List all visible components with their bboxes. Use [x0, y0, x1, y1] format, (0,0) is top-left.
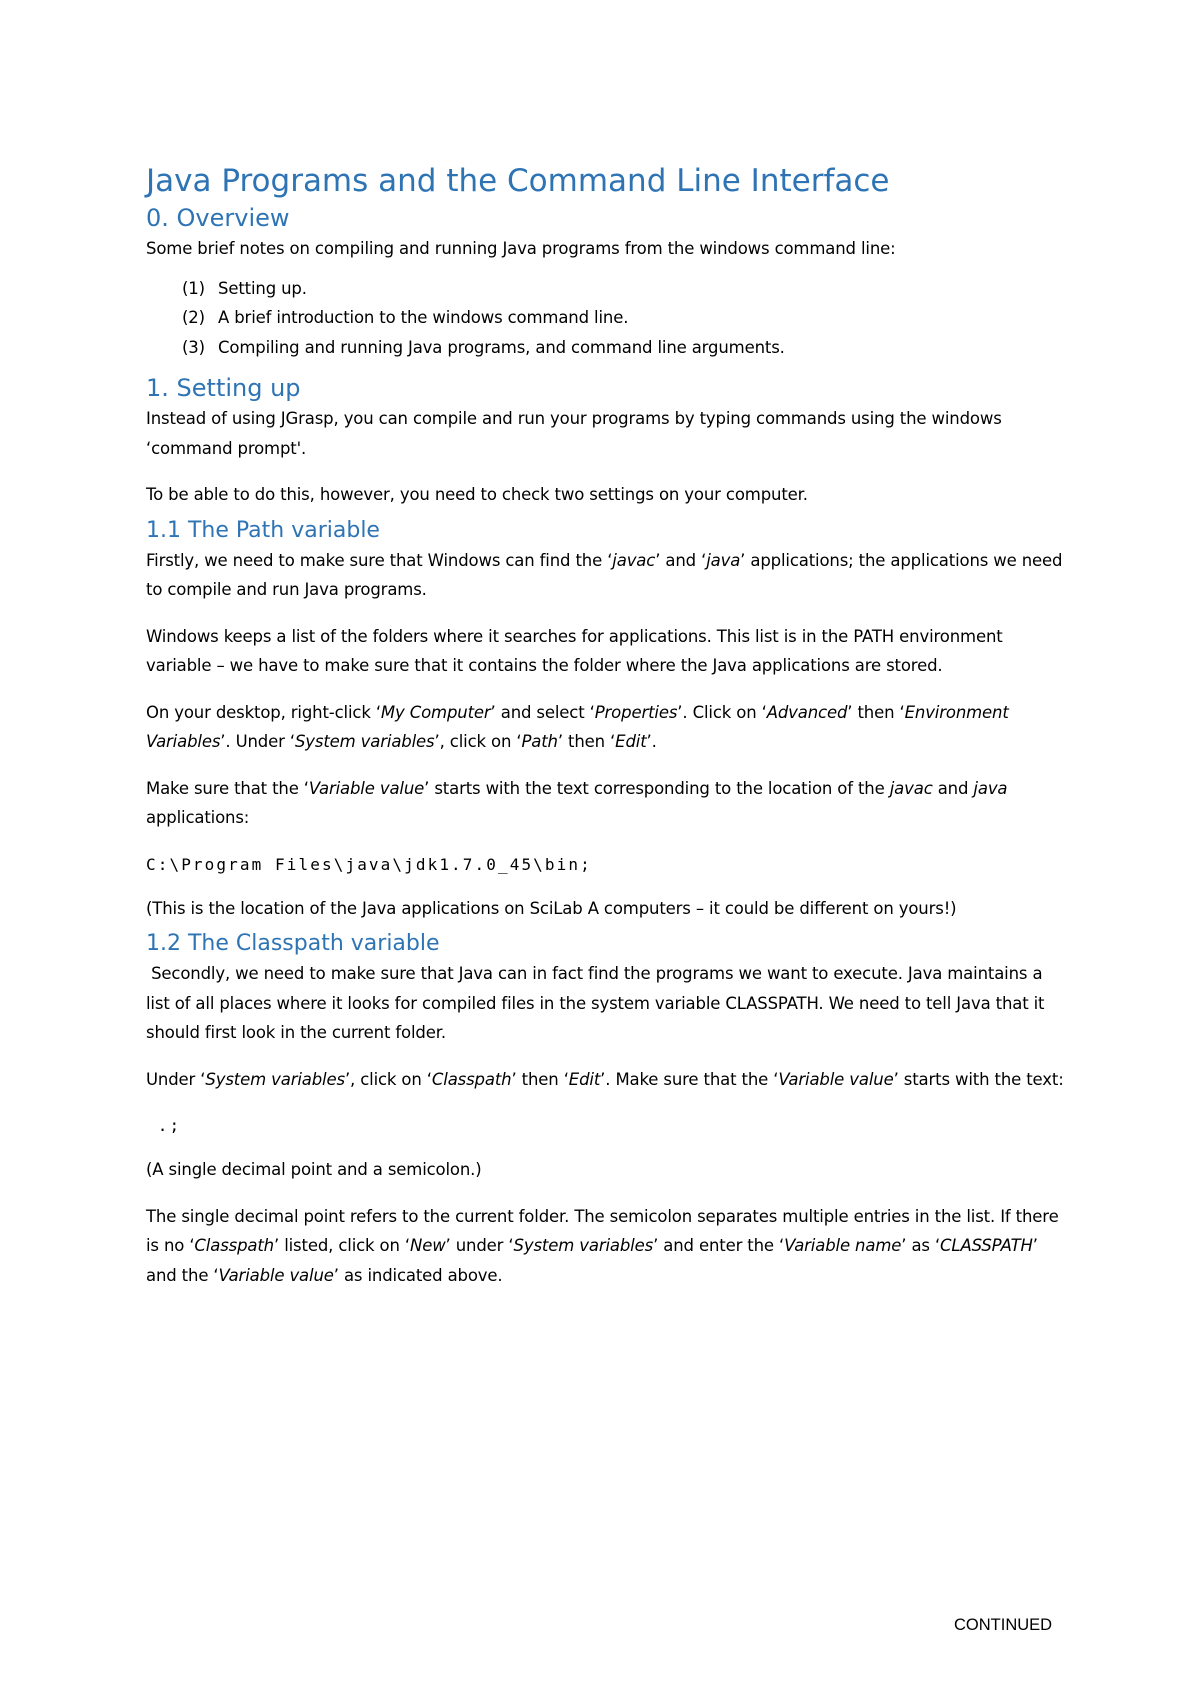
setup-paragraph-1: Instead of using JGrasp, you can compile and run your programs by typing commands using the windows ‘command prompt'.	[146, 409, 1002, 458]
document-body	[146, 160, 1064, 1307]
path-paragraph-3: On your desktop, right-click ‘My Computer’ and select ‘Properties’. Click on ‘Advanced’ then ‘Environment Variables’. Under ‘System variables’, click on ‘Path’ then ‘Edit’.	[146, 702, 1009, 751]
list-item-number: (1)	[182, 278, 205, 298]
classpath-paragraph-3: (A single decimal point and a semicolon.)	[146, 1160, 482, 1179]
path-paragraph-5: (This is the location of the Java applications on SciLab A computers – it could be different on yours!)	[146, 898, 957, 918]
path-paragraph-2: Windows keeps a list of the folders where it searches for applications. This list is in the PATH environment variable – we have to make sure that it contains the folder where the Java applications are stored.	[146, 626, 1003, 675]
list-item-text: A brief introduction to the windows command line.	[218, 308, 629, 327]
list-item-number: (3)	[182, 337, 205, 357]
overview-heading: 0. Overview	[146, 204, 290, 232]
list-item-text: Setting up.	[218, 278, 307, 298]
path-heading: 1.1 The Path variable	[146, 517, 380, 543]
path-paragraph-1: Firstly, we need to make sure that Windows can find the ‘javac’ and ‘java’ applications; the applications we need to compile and run Java programs.	[146, 550, 1063, 599]
classpath-paragraph-2: Under ‘System variables’, click on ‘Classpath’ then ‘Edit’. Make sure that the ‘Variable value’ starts with the text:	[146, 1069, 1064, 1089]
footer-continued: CONTINUED	[954, 1616, 1053, 1634]
setup-heading: 1. Setting up	[146, 374, 301, 402]
list-item	[182, 274, 1064, 304]
path-code-line: C:\Program Files\java\jdk1.7.0_45\bin;	[146, 854, 592, 874]
path-paragraph-4: Make sure that the ‘Variable value’ starts with the text corresponding to the location of the javac and java applications:	[146, 778, 1008, 827]
list-item-number: (2)	[182, 308, 205, 327]
classpath-code-line: .;	[146, 1116, 182, 1135]
list-item	[182, 333, 1064, 363]
setup-paragraph-2: To be able to do this, however, you need to check two settings on your computer.	[146, 485, 808, 504]
list-item	[182, 303, 1064, 333]
classpath-paragraph-1: Secondly, we need to make sure that Java can in fact find the programs we want to execute. Java maintains a list of all places where it looks for compiled files in the system variable CLASSPATH. We need to tell Java that it should first look in the current folder.	[146, 964, 1050, 1042]
classpath-heading: 1.2 The Classpath variable	[146, 931, 440, 956]
overview-list	[146, 274, 1064, 363]
classpath-paragraph-4: The single decimal point refers to the current folder. The semicolon separates multiple entries in the list. If there is no ‘Classpath’ listed, click on ‘New’ under ‘System variables’ and enter the ‘Variable name’ as ‘CLASSPATH’ and the ‘Variable value’ as indicated above.	[146, 1206, 1059, 1285]
overview-intro: Some brief notes on compiling and running Java programs from the windows command line:	[146, 239, 896, 258]
document-title: Java Programs and the Command Line Interface	[146, 163, 890, 199]
list-item-text: Compiling and running Java programs, and command line arguments.	[218, 337, 785, 357]
